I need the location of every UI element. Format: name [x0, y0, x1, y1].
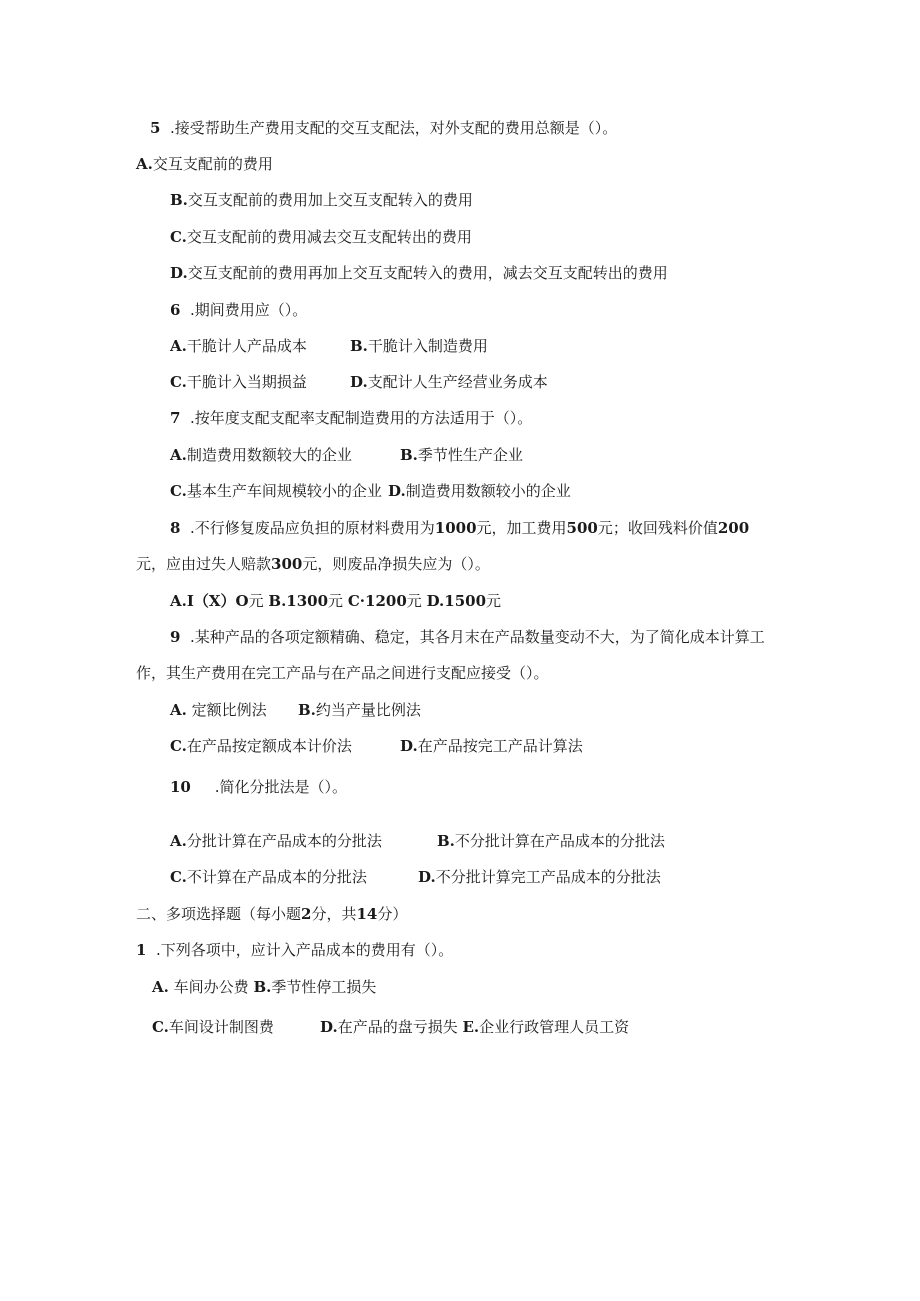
q6-option-d: D.支配计人生产经营业务成本: [350, 373, 548, 391]
q7-option-c: C.基本生产车间规模较小的企业: [170, 482, 382, 500]
question-8: 8 .不行修复废品应负担的原材料费用为1000元，加工费用500元；收回残料价值200: [170, 519, 750, 537]
question-9: 9 .某种产品的各项定额精确、稳定，其各月末在产品数量变动不大，为了简化成本计算工: [170, 628, 765, 646]
section-heading: 二、多项选择题（每小题2分，共14分）: [136, 905, 408, 923]
q9-option-b: B.约当产量比例法: [298, 701, 421, 719]
mq1-options-de: D.在产品的盘亏损失 E.企业行政管理人员工资: [320, 1018, 630, 1036]
q5-option-c: C.交互支配前的费用减去交互支配转出的费用: [170, 228, 472, 246]
multi-question-1: 1 .下列各项中，应计入产品成本的费用有（）。: [136, 941, 454, 959]
question-7: 7 .按年度支配支配率支配制造费用的方法适用于（）。: [170, 409, 533, 427]
question-8-continued: 元，应由过失人赔款300元，则废品净损失应为（）。: [136, 555, 490, 573]
q6-option-b: B.干脆计入制造费用: [350, 337, 488, 355]
question-9-continued: 作，其生产费用在完工产品与在产品之间进行支配应接受（）。: [136, 664, 549, 682]
q8-options: A.I（X）O元 B.1300元 C·1200元 D.1500元: [170, 592, 502, 610]
q9-option-d: D.在产品按完工产品计算法: [400, 737, 583, 755]
q10-option-d: D.不分批计算完工产品成本的分批法: [418, 868, 661, 886]
q9-option-c: C.在产品按定额成本计价法: [170, 737, 352, 755]
q5-option-d: D.交互支配前的费用再加上交互支配转入的费用，减去交互支配转出的费用: [170, 264, 668, 282]
q6-option-a: A.干脆计人产品成本: [170, 337, 307, 355]
q7-option-a: A.制造费用数额较大的企业: [170, 446, 352, 464]
q10-option-a: A.分批计算在产品成本的分批法: [170, 832, 382, 850]
mq1-options-ab: A. 车间办公费 B.季节性停工损失: [152, 978, 377, 996]
q7-option-b: B.季节性生产企业: [400, 446, 523, 464]
mq1-option-c: C.车间设计制图费: [152, 1018, 274, 1036]
q10-option-b: B.不分批计算在产品成本的分批法: [437, 832, 665, 850]
q10-option-c: C.不计算在产品成本的分批法: [170, 868, 367, 886]
question-5: 5 .接受帮助生产费用支配的交互支配法，对外支配的费用总额是（）。: [150, 119, 618, 137]
q5-option-b: B.交互支配前的费用加上交互支配转入的费用: [170, 191, 473, 209]
q6-option-c: C.干脆计入当期损益: [170, 373, 307, 391]
q5-option-a: A.交互支配前的费用: [136, 155, 273, 173]
question-10: 10 .简化分批法是（）。: [170, 778, 347, 796]
q7-option-d: D.制造费用数额较小的企业: [388, 482, 571, 500]
q9-option-a: A. 定额比例法: [170, 701, 267, 719]
question-6: 6 .期间费用应（）。: [170, 301, 308, 319]
